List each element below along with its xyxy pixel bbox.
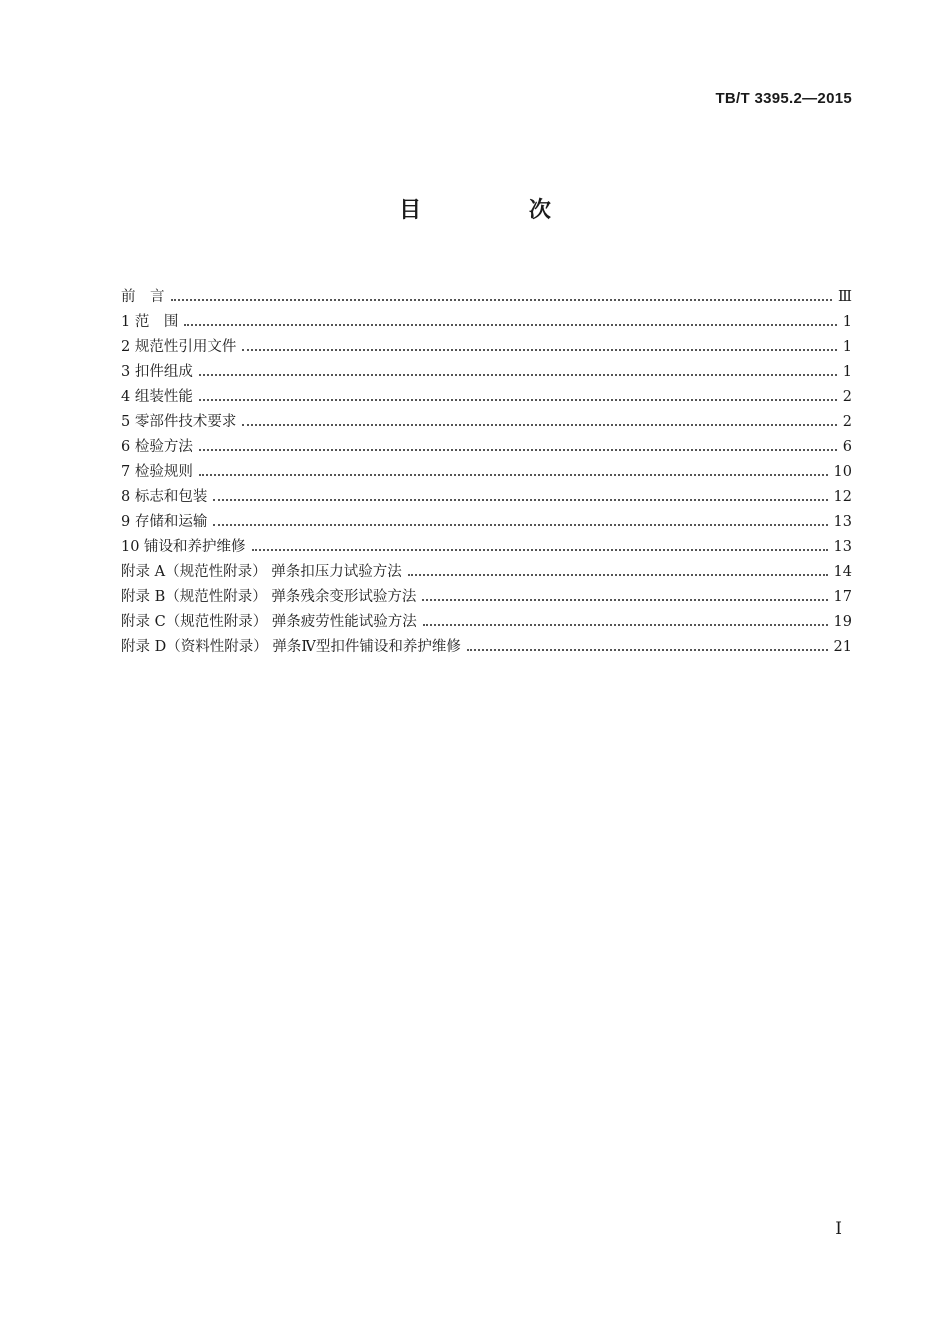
toc-entry-label: 附录 A（规范性附录） 弹条扣压力试验方法 — [121, 564, 402, 580]
toc-entry-label: 附录 B（规范性附录） 弹条残余变形试验方法 — [121, 589, 417, 605]
toc-entry-label: 4 组装性能 — [121, 389, 193, 405]
toc-entry-inspection-rules[interactable] — [121, 460, 852, 485]
toc-entry-label: 前 言 — [121, 289, 165, 305]
dot-leader — [199, 360, 837, 376]
dot-leader — [199, 460, 828, 476]
toc-entry-page: 1 — [842, 314, 852, 330]
toc-entry-label: 附录 C（规范性附录） 弹条疲劳性能试验方法 — [121, 614, 417, 630]
dot-leader — [422, 585, 827, 601]
toc-entry-test-methods[interactable] — [121, 435, 852, 460]
toc-entry-page: 21 — [833, 639, 852, 655]
document-code: TB/T 3395.2—2015 — [715, 90, 852, 107]
dot-leader — [171, 285, 833, 301]
dot-leader — [213, 485, 827, 501]
toc-entry-label: 3 扣件组成 — [121, 364, 193, 380]
toc-entry-annex-a[interactable] — [121, 560, 852, 585]
toc-entry-annex-b[interactable] — [121, 585, 852, 610]
toc-entry-scope[interactable] — [121, 310, 852, 335]
toc-entry-label: 附录 D（资料性附录） 弹条Ⅳ型扣件铺设和养护维修 — [121, 639, 461, 655]
toc-entry-component-requirements[interactable] — [121, 410, 852, 435]
toc-entry-page: 19 — [833, 614, 852, 630]
dot-leader — [213, 510, 827, 526]
toc-entry-laying-maintenance[interactable] — [121, 535, 852, 560]
toc-entry-marking-packaging[interactable] — [121, 485, 852, 510]
toc-entry-label: 1 范 围 — [121, 314, 179, 330]
toc-entry-label: 6 检验方法 — [121, 439, 193, 455]
toc-entry-label: 7 检验规则 — [121, 464, 193, 480]
toc-entry-storage-transport[interactable] — [121, 510, 852, 535]
toc-entry-label: 10 铺设和养护维修 — [121, 539, 246, 555]
toc-title: 目 次 — [399, 198, 601, 223]
toc-entry-label: 5 零部件技术要求 — [121, 414, 237, 430]
toc-entry-page: 6 — [842, 439, 852, 455]
toc-entry-page: 12 — [833, 489, 852, 505]
dot-leader — [199, 385, 837, 401]
toc-entry-assembly-performance[interactable] — [121, 385, 852, 410]
dot-leader — [184, 310, 836, 326]
dot-leader — [467, 635, 828, 651]
toc-entry-page: 10 — [833, 464, 852, 480]
dot-leader — [408, 560, 828, 576]
toc-entry-label: 9 存储和运输 — [121, 514, 208, 530]
toc-entry-fastening-composition[interactable] — [121, 360, 852, 385]
dot-leader — [423, 610, 828, 626]
table-of-contents — [121, 285, 852, 660]
toc-entry-page: 13 — [833, 514, 852, 530]
toc-entry-annex-d[interactable] — [121, 635, 852, 660]
toc-entry-page: Ⅲ — [838, 289, 852, 305]
toc-entry-page: 14 — [833, 564, 852, 580]
toc-entry-foreword[interactable] — [121, 285, 852, 310]
page-number: I — [835, 1219, 842, 1239]
dot-leader — [242, 410, 836, 426]
dot-leader — [199, 435, 837, 451]
toc-entry-page: 2 — [842, 389, 852, 405]
dot-leader — [252, 535, 828, 551]
toc-entry-normative-references[interactable] — [121, 335, 852, 360]
toc-entry-page: 2 — [842, 414, 852, 430]
toc-entry-page: 1 — [842, 364, 852, 380]
toc-entry-page: 17 — [833, 589, 852, 605]
toc-entry-label: 2 规范性引用文件 — [121, 339, 237, 355]
toc-entry-page: 13 — [833, 539, 852, 555]
toc-entry-label: 8 标志和包装 — [121, 489, 208, 505]
dot-leader — [242, 335, 836, 351]
toc-entry-annex-c[interactable] — [121, 610, 852, 635]
toc-entry-page: 1 — [842, 339, 852, 355]
